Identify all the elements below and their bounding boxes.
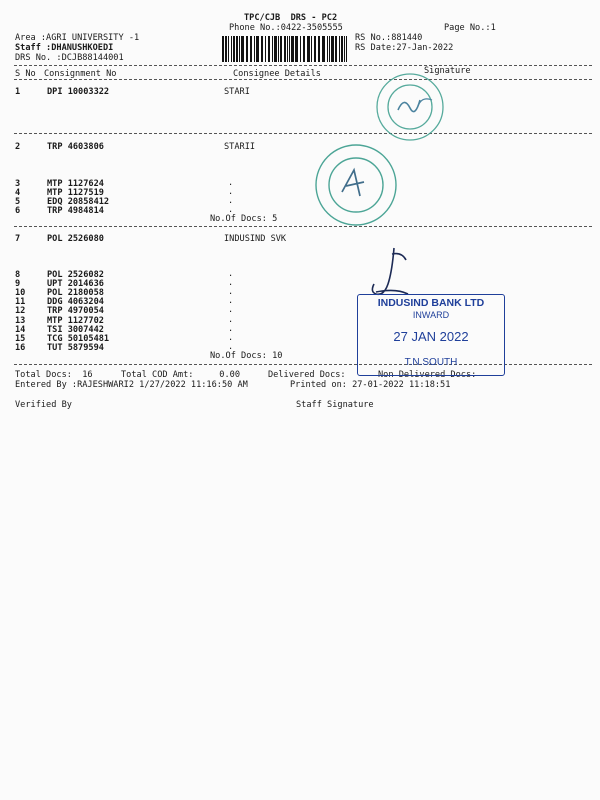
col-signature: Signature <box>424 66 471 76</box>
col-consignment: Consignment No <box>44 69 117 79</box>
row-consignment: TCG 50105481 <box>47 334 110 344</box>
bank-inward-stamp <box>357 294 505 376</box>
totals-divider <box>14 364 592 365</box>
insurance-seal-stamp <box>370 68 480 146</box>
bank-stamp-region: T.N.SOUTH <box>404 357 458 368</box>
row-consignment: TSI 3007442 <box>47 325 104 335</box>
row-consignment: TRP 4970054 <box>47 306 104 316</box>
row-consignment: POL 2526082 <box>47 270 104 280</box>
group-doc-count: No.Of Docs: 10 <box>210 351 283 361</box>
bank-stamp-date: 27 JAN 2022 <box>393 329 469 344</box>
row-consignment: TUT 5879594 <box>47 343 104 353</box>
row-sno: 4 <box>15 188 21 198</box>
row-sno: 9 <box>15 279 21 289</box>
row-consignment: EDQ 20858412 <box>47 197 110 207</box>
rs-date: RS Date:27-Jan-2022 <box>355 43 454 53</box>
row-sno: 5 <box>15 197 21 207</box>
rs-number: RS No.:881440 <box>355 33 423 43</box>
col-consignee: Consignee Details <box>233 69 321 79</box>
total-cod-amount: Total COD Amt: 0.00 <box>121 370 240 380</box>
bank-stamp-dept: INWARD <box>412 310 450 320</box>
delivered-docs: Delivered Docs: <box>268 370 346 380</box>
area-label: Area :AGRI UNIVERSITY -1 <box>15 33 140 43</box>
row-sno: 1 <box>15 87 21 97</box>
group-doc-count: No.Of Docs: 5 <box>210 214 278 224</box>
staff-signature-label: Staff Signature <box>296 400 374 410</box>
verified-by-label: Verified By <box>15 400 72 410</box>
row-consignee: . <box>228 342 234 352</box>
row-consignee: . <box>228 178 234 188</box>
phone-number: Phone No.:0422-3505555 <box>229 23 343 33</box>
entered-by: Entered By :RAJESHWARI2 1/27/2022 11:16:50 AM <box>15 380 248 390</box>
row-consignment: MTP 1127702 <box>47 316 104 326</box>
row-sno: 13 <box>15 316 26 326</box>
row-consignment: TRP 4984814 <box>47 206 104 216</box>
row-consignee: . <box>228 205 234 215</box>
printed-on: Printed on: 27-01-2022 11:18:51 <box>290 380 451 390</box>
drs-number: DRS No. :DCJB88144001 <box>15 53 124 63</box>
row-consignment: DPI 10003322 <box>47 87 110 97</box>
total-docs: Total Docs: 16 <box>15 370 93 380</box>
non-delivered-docs: Non Delivered Docs: <box>378 370 477 380</box>
row-consignment: DDG 4063204 <box>47 297 104 307</box>
row-consignee: . <box>228 296 234 306</box>
row-sno: 7 <box>15 234 21 244</box>
row-consignee: . <box>228 333 234 343</box>
row-sno: 3 <box>15 179 21 189</box>
row-consignment: POL 2526080 <box>47 234 104 244</box>
row-sno: 8 <box>15 270 21 280</box>
row-consignment: UPT 2014636 <box>47 279 104 289</box>
row-sno: 15 <box>15 334 26 344</box>
row-sno: 2 <box>15 142 21 152</box>
col-sno: S No <box>15 69 36 79</box>
page-number: Page No.:1 <box>444 23 496 33</box>
row-consignee: . <box>228 324 234 334</box>
bank-stamp-name: INDUSIND BANK LTD <box>377 297 485 309</box>
row-consignee: . <box>228 315 234 325</box>
row-sno: 6 <box>15 206 21 216</box>
document-title: TPC/CJB DRS - PC2 <box>244 13 338 23</box>
group-divider <box>14 226 592 227</box>
header-divider <box>14 65 592 66</box>
row-consignee: . <box>228 305 234 315</box>
row-consignee: . <box>228 278 234 288</box>
row-consignment: POL 2180058 <box>47 288 104 298</box>
staff-label: Staff :DHANUSHKOEDI <box>15 43 114 53</box>
row-consignment: MTP 1127519 <box>47 188 104 198</box>
row-consignee: STARI <box>224 87 250 97</box>
row-sno: 10 <box>15 288 26 298</box>
row-consignee: . <box>228 269 234 279</box>
row-consignee: . <box>228 196 234 206</box>
row-sno: 12 <box>15 306 26 316</box>
columns-divider <box>14 79 592 80</box>
row-consignee: STARII <box>224 142 256 152</box>
row-sno: 14 <box>15 325 26 335</box>
row-sno: 16 <box>15 343 26 353</box>
row-sno: 11 <box>15 297 26 307</box>
row-consignment: MTP 1127624 <box>47 179 104 189</box>
insurance-seal-stamp <box>306 140 410 232</box>
row-divider <box>14 133 592 134</box>
row-consignment: TRP 4603806 <box>47 142 104 152</box>
row-consignee: . <box>228 187 234 197</box>
row-consignee: . <box>228 287 234 297</box>
row-consignee: INDUSIND SVK <box>224 234 287 244</box>
barcode-image <box>222 36 350 62</box>
